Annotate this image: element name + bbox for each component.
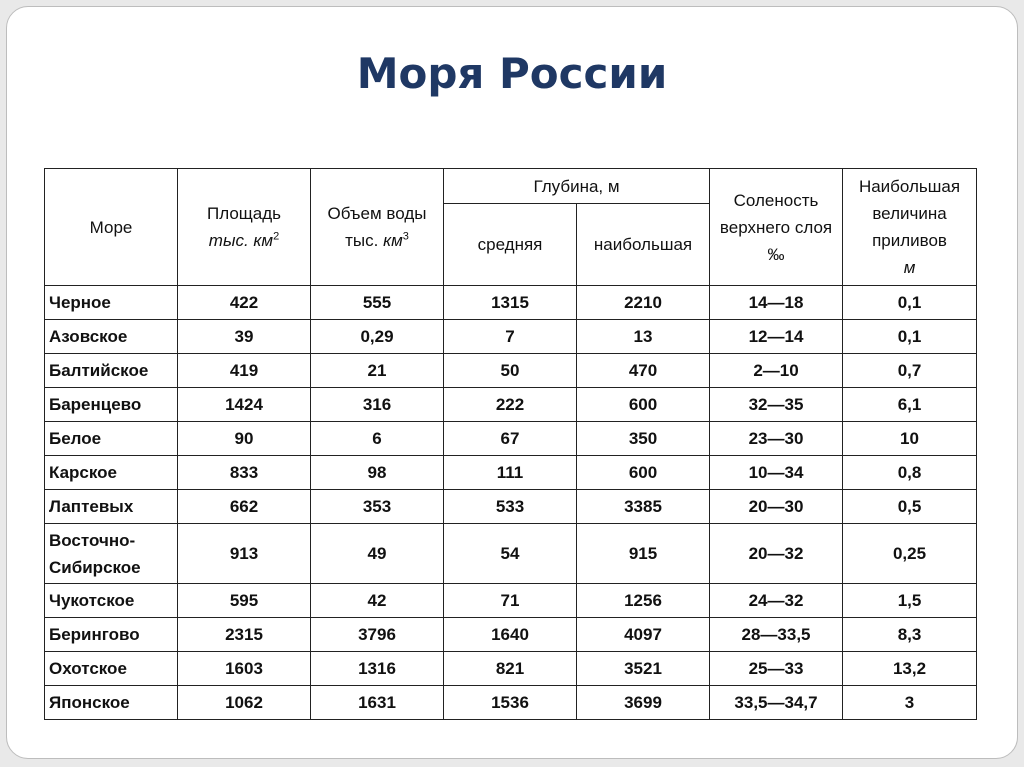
cell-salinity: 25—33	[710, 652, 843, 686]
cell-depth-max: 3521	[577, 652, 710, 686]
cell-sea: Белое	[45, 422, 178, 456]
cell-tide: 0,25	[843, 524, 977, 584]
table-row	[45, 354, 977, 388]
cell-depth-max: 600	[577, 456, 710, 490]
header-depth: Глубина, м	[444, 169, 710, 204]
cell-volume: 21	[311, 354, 444, 388]
cell-volume: 98	[311, 456, 444, 490]
cell-depth-avg: 1536	[444, 686, 577, 720]
cell-salinity: 24—32	[710, 584, 843, 618]
cell-depth-max: 470	[577, 354, 710, 388]
cell-sea: Чукотское	[45, 584, 178, 618]
cell-tide: 3	[843, 686, 977, 720]
cell-area: 1603	[178, 652, 311, 686]
header-salinity: Соленость верхнего слоя ‰	[710, 169, 843, 286]
cell-sea: Азовское	[45, 320, 178, 354]
header-volume: Объем воды тыс. $км^3$	[311, 169, 444, 286]
cell-sea-line1: Восточно-	[49, 530, 136, 550]
cell-volume: 42	[311, 584, 444, 618]
cell-tide: 8,3	[843, 618, 977, 652]
page-title: Моря России	[356, 49, 668, 98]
cell-depth-max: 3699	[577, 686, 710, 720]
table-row	[45, 652, 977, 686]
cell-volume: 49	[311, 524, 444, 584]
cell-volume: 3796	[311, 618, 444, 652]
cell-sea	[45, 524, 178, 584]
cell-depth-max: 1256	[577, 584, 710, 618]
cell-volume: 0,29	[311, 320, 444, 354]
cell-depth-max: 600	[577, 388, 710, 422]
cell-depth-avg: 50	[444, 354, 577, 388]
cell-sea-line2: Сибирское	[49, 557, 141, 577]
cell-tide: 6,1	[843, 388, 977, 422]
cell-tide: 10	[843, 422, 977, 456]
table-row	[45, 320, 977, 354]
header-tide: Наибольшая величина приливов м	[843, 169, 977, 286]
cell-salinity: 20—30	[710, 490, 843, 524]
cell-volume: 555	[311, 286, 444, 320]
cell-sea: Охотское	[45, 652, 178, 686]
table-row	[45, 618, 977, 652]
cell-area: 913	[178, 524, 311, 584]
cell-volume: 6	[311, 422, 444, 456]
cell-area: 422	[178, 286, 311, 320]
table-row	[45, 286, 977, 320]
cell-area: 419	[178, 354, 311, 388]
seas-table	[44, 168, 977, 720]
cell-salinity: 32—35	[710, 388, 843, 422]
table-row	[45, 584, 977, 618]
cell-depth-avg: 821	[444, 652, 577, 686]
cell-depth-avg: 533	[444, 490, 577, 524]
cell-salinity: 20—32	[710, 524, 843, 584]
header-depth-max: наибольшая	[577, 204, 710, 286]
cell-sea: Балтийское	[45, 354, 178, 388]
cell-depth-max: 3385	[577, 490, 710, 524]
cell-sea: Баренцево	[45, 388, 178, 422]
header-depth-avg: средняя	[444, 204, 577, 286]
cell-salinity: 28—33,5	[710, 618, 843, 652]
cell-depth-avg: 7	[444, 320, 577, 354]
cell-volume: 1631	[311, 686, 444, 720]
cell-tide: 0,1	[843, 320, 977, 354]
cell-area: 2315	[178, 618, 311, 652]
cell-area: 595	[178, 584, 311, 618]
cell-area: 833	[178, 456, 311, 490]
cell-sea: Карское	[45, 456, 178, 490]
cell-depth-max: 350	[577, 422, 710, 456]
cell-tide: 0,1	[843, 286, 977, 320]
cell-tide: 0,7	[843, 354, 977, 388]
cell-tide: 1,5	[843, 584, 977, 618]
cell-volume: 353	[311, 490, 444, 524]
cell-tide: 0,8	[843, 456, 977, 490]
cell-area: 1062	[178, 686, 311, 720]
cell-depth-avg: 54	[444, 524, 577, 584]
cell-sea: Берингово	[45, 618, 178, 652]
cell-area: 662	[178, 490, 311, 524]
cell-depth-avg: 222	[444, 388, 577, 422]
cell-volume: 1316	[311, 652, 444, 686]
table-row	[45, 388, 977, 422]
cell-salinity: 23—30	[710, 422, 843, 456]
table-row	[45, 524, 977, 584]
cell-depth-avg: 1640	[444, 618, 577, 652]
cell-sea: Японское	[45, 686, 178, 720]
cell-depth-max: 4097	[577, 618, 710, 652]
cell-salinity: 2—10	[710, 354, 843, 388]
cell-depth-avg: 111	[444, 456, 577, 490]
header-sea: Море	[45, 169, 178, 286]
cell-tide: 13,2	[843, 652, 977, 686]
cell-area: 1424	[178, 388, 311, 422]
cell-sea: Лаптевых	[45, 490, 178, 524]
cell-area: 90	[178, 422, 311, 456]
table-row	[45, 422, 977, 456]
cell-depth-avg: 1315	[444, 286, 577, 320]
cell-volume: 316	[311, 388, 444, 422]
cell-salinity: 14—18	[710, 286, 843, 320]
table-row	[45, 490, 977, 524]
cell-depth-max: 13	[577, 320, 710, 354]
cell-depth-max: 2210	[577, 286, 710, 320]
cell-depth-max: 915	[577, 524, 710, 584]
header-area: Площадь тыс. $км^2$	[178, 169, 311, 286]
cell-salinity: 10—34	[710, 456, 843, 490]
cell-tide: 0,5	[843, 490, 977, 524]
cell-sea: Черное	[45, 286, 178, 320]
cell-depth-avg: 67	[444, 422, 577, 456]
cell-salinity: 12—14	[710, 320, 843, 354]
table-row	[45, 686, 977, 720]
table-row	[45, 456, 977, 490]
cell-salinity: 33,5—34,7	[710, 686, 843, 720]
cell-area: 39	[178, 320, 311, 354]
cell-depth-avg: 71	[444, 584, 577, 618]
